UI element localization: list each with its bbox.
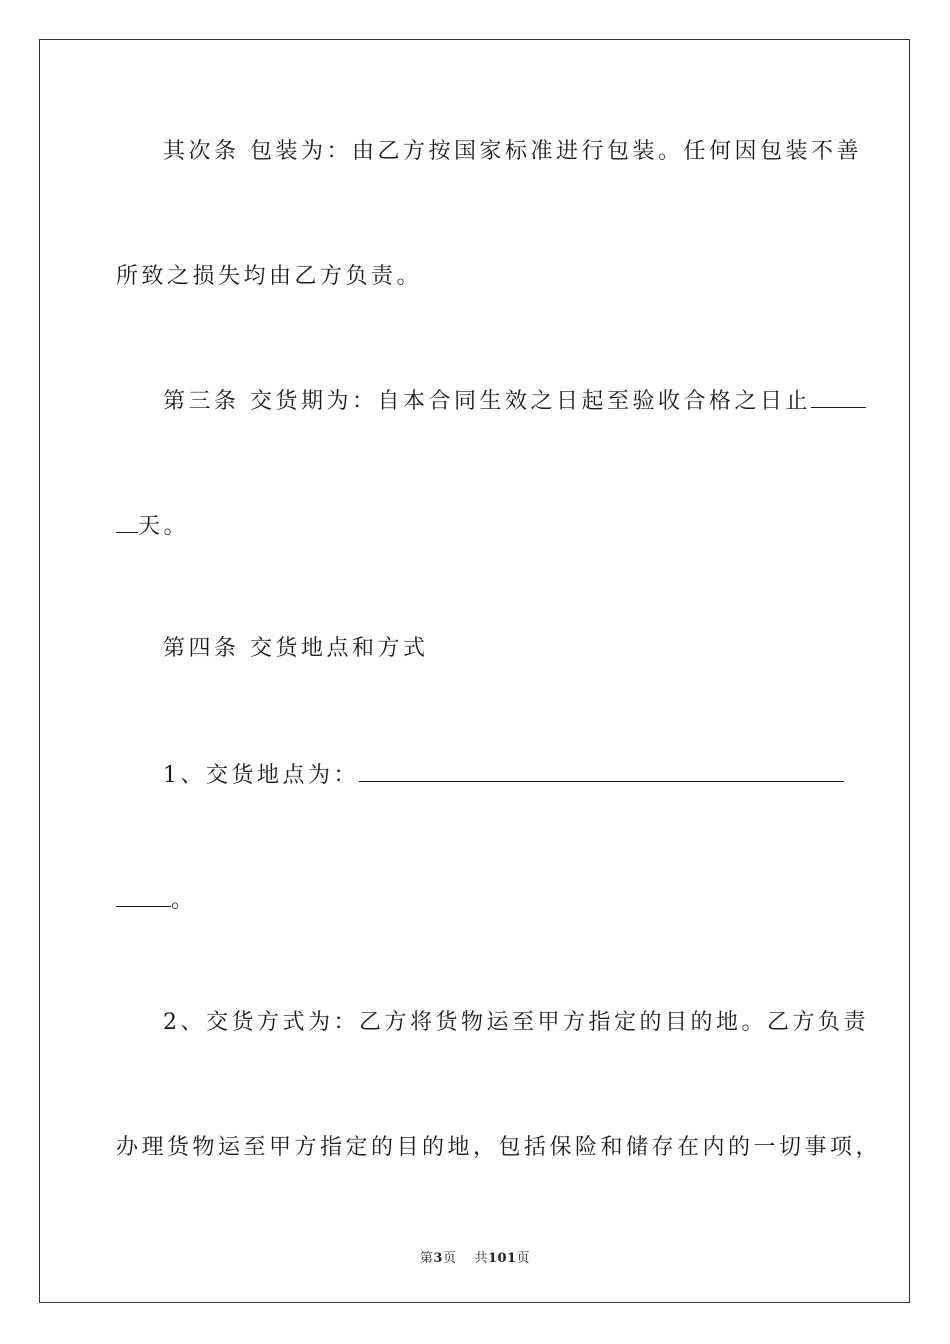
delivery-method-line-1: 2、交货方式为：乙方将货物运至甲方指定的目的地。乙方负责 <box>163 1010 869 1035</box>
footer-page-suffix: 页 <box>442 1251 457 1266</box>
delivery-days-blank-continued <box>116 510 138 533</box>
footer-page-prefix: 第 <box>419 1251 434 1266</box>
page-border <box>39 39 910 1303</box>
clause-2-line-2: 所致之损失均由乙方负责。 <box>116 264 423 289</box>
page-footer <box>0 1247 950 1266</box>
footer-total-suffix: 页 <box>516 1251 531 1266</box>
clause-4-heading: 第四条 交货地点和方式 <box>163 636 429 661</box>
clause-3-line-1 <box>163 385 866 417</box>
clause-3-line-2 <box>116 510 189 542</box>
footer-total-prefix: 共 <box>474 1251 488 1266</box>
footer-total-pages: 101 <box>487 1251 517 1266</box>
delivery-location-label: 1、交货地点为： <box>163 763 359 788</box>
clause-3-text: 第三条 交货期为：自本合同生效之日起至验收合格之日止 <box>163 389 811 414</box>
delivery-location-blank-continued <box>116 884 171 907</box>
delivery-method-line-2: 办理货物运至甲方指定的目的地，包括保险和储存在内的一切事项， <box>116 1135 882 1160</box>
clause-2-line-1: 其次条 包装为：由乙方按国家标准进行包装。任何因包装不善 <box>163 139 862 164</box>
delivery-location-line-2 <box>116 884 197 916</box>
footer-page-number: 3 <box>433 1251 443 1266</box>
delivery-location-suffix: 。 <box>171 888 197 913</box>
delivery-location-blank <box>359 759 844 782</box>
delivery-days-blank <box>811 385 866 408</box>
delivery-location-line-1 <box>163 759 844 791</box>
clause-3-suffix: 天。 <box>138 514 190 539</box>
